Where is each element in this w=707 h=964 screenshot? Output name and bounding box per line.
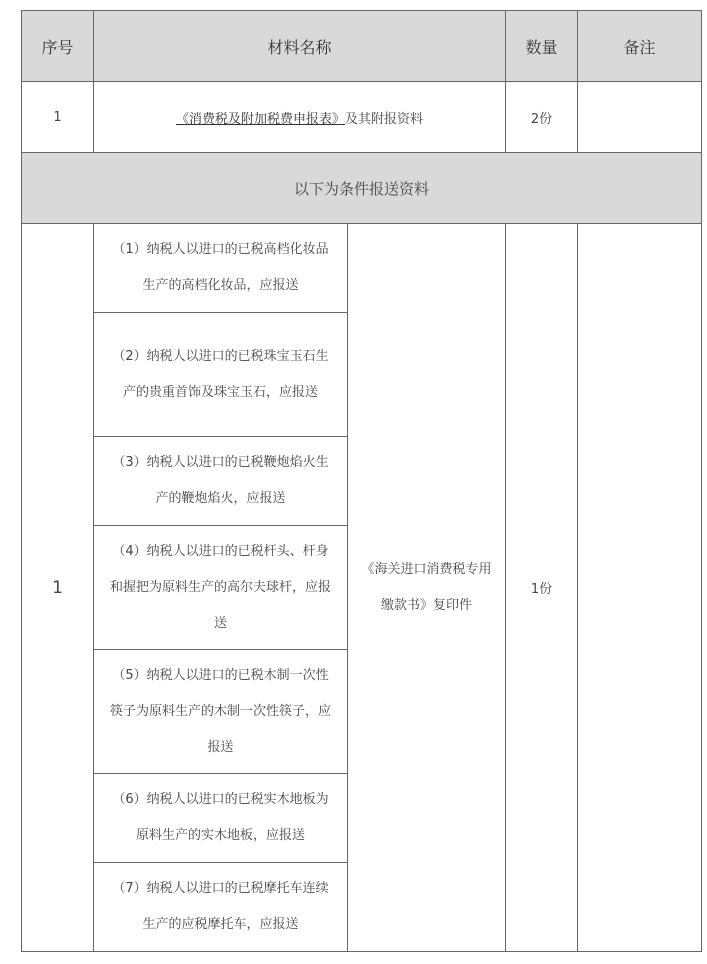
row-name-suffix: 及其附报资料: [345, 111, 424, 127]
conditional-row: [22, 224, 702, 313]
table-header-row: [22, 11, 702, 82]
row-note: [578, 82, 702, 153]
row-name: [94, 82, 506, 153]
condition-item: （3）纳税人以进口的已税鞭炮焰火生产的鞭炮焰火，应报送: [94, 437, 348, 526]
row-quantity: 2份: [506, 82, 578, 153]
conditional-document: 《海关进口消费税专用缴款书》复印件: [348, 224, 506, 952]
conditional-seq: 1: [22, 224, 94, 952]
condition-item: （4）纳税人以进口的已税杆头、杆身和握把为原料生产的高尔夫球杆，应报送: [94, 526, 348, 650]
table-row: [22, 82, 702, 153]
condition-item: （5）纳税人以进口的已税木制一次性筷子为原料生产的木制一次性筷子，应报送: [94, 650, 348, 774]
conditional-note: [578, 224, 702, 952]
condition-item: （7）纳税人以进口的已税摩托车连续生产的应税摩托车，应报送: [94, 863, 348, 952]
header-note: 备注: [578, 11, 702, 82]
conditional-quantity: 1份: [506, 224, 578, 952]
header-quantity: 数量: [506, 11, 578, 82]
section-label: 以下为条件报送资料: [22, 153, 702, 224]
declaration-form-link[interactable]: 《消费税及附加税费申报表》: [175, 111, 345, 127]
condition-item: （1）纳税人以进口的已税高档化妆品生产的高档化妆品，应报送: [94, 224, 348, 313]
section-row: [22, 153, 702, 224]
header-name: 材料名称: [94, 11, 506, 82]
condition-item: （2）纳税人以进口的已税珠宝玉石生产的贵重首饰及珠宝玉石，应报送: [94, 313, 348, 437]
header-seq: 序号: [22, 11, 94, 82]
materials-table: [21, 10, 702, 952]
condition-item: （6）纳税人以进口的已税实木地板为原料生产的实木地板，应报送: [94, 774, 348, 863]
row-seq: 1: [22, 82, 94, 153]
